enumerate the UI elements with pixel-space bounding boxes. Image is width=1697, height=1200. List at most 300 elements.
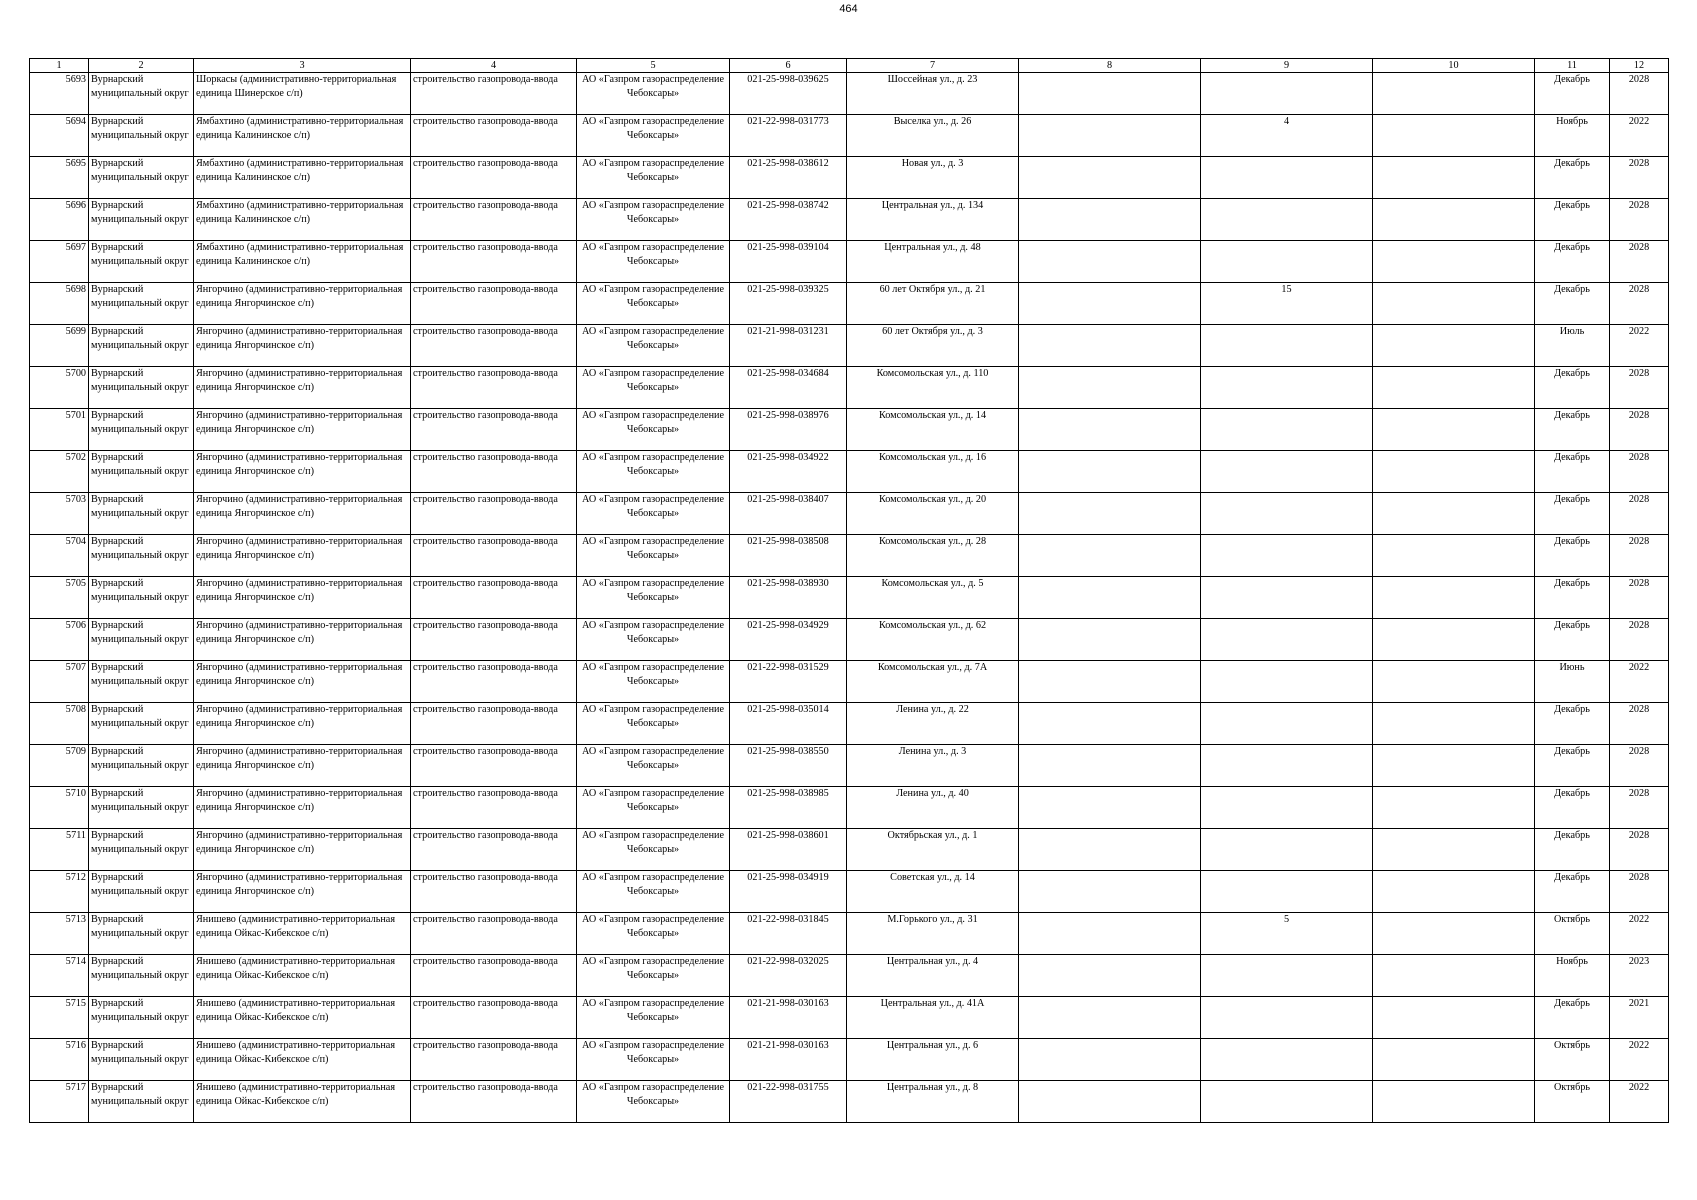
- locality-cell-text: Янгорчино (административно-территориальная единица Янгорчинское с/п): [196, 788, 403, 813]
- organization-cell: [577, 367, 730, 409]
- work-type-cell-text: строительство газопровода-ввода: [413, 998, 558, 1009]
- year-cell: [1610, 493, 1669, 535]
- address-cell: [847, 745, 1019, 787]
- locality-cell-text: Янгорчино (административно-территориальная единица Янгорчинское с/п): [196, 620, 403, 645]
- row-number-cell-text: 5697: [65, 242, 86, 253]
- registry-code-cell: [730, 619, 847, 661]
- column-10-cell: [1373, 955, 1535, 997]
- row-number-cell: [30, 661, 89, 703]
- column-8-cell: [1019, 829, 1201, 871]
- locality-cell-text: Янгорчино (административно-территориальная единица Янгорчинское с/п): [196, 872, 403, 897]
- district-cell: [89, 871, 194, 913]
- address-cell: [847, 157, 1019, 199]
- table-row: [30, 619, 1669, 661]
- registry-code-cell: [730, 787, 847, 829]
- registry-code-cell-text: 021-21-998-030163: [747, 1040, 829, 1051]
- month-cell: [1535, 577, 1610, 619]
- locality-cell: [194, 577, 411, 619]
- locality-cell: [194, 283, 411, 325]
- district-cell-text: Вурнарский муниципальный округ: [91, 242, 189, 267]
- locality-cell-text: Янишево (административно-территориальная единица Ойкас-Кибекское с/п): [196, 914, 396, 939]
- registry-code-cell-text: 021-22-998-031773: [747, 116, 829, 127]
- column-9-cell: [1201, 787, 1373, 829]
- row-number-cell-text: 5701: [65, 410, 86, 421]
- column-header: 3: [194, 59, 411, 73]
- column-8-cell: [1019, 913, 1201, 955]
- locality-cell: [194, 745, 411, 787]
- district-cell-text: Вурнарский муниципальный округ: [91, 830, 189, 855]
- work-type-cell: [411, 325, 577, 367]
- month-cell: [1535, 367, 1610, 409]
- address-cell: [847, 913, 1019, 955]
- registry-code-cell-text: 021-25-998-038976: [747, 410, 829, 421]
- row-number-cell-text: 5711: [66, 830, 86, 841]
- organization-cell: [577, 661, 730, 703]
- month-cell-text: Декабрь: [1554, 158, 1590, 169]
- registry-code-cell: [730, 241, 847, 283]
- district-cell: [89, 115, 194, 157]
- year-cell: [1610, 199, 1669, 241]
- column-header: 5: [577, 59, 730, 73]
- year-cell-text: 2022: [1628, 326, 1650, 337]
- organization-cell: [577, 73, 730, 115]
- column-9-cell-text: 5: [1283, 914, 1290, 925]
- row-number-cell: [30, 283, 89, 325]
- month-cell-text: Декабрь: [1554, 788, 1590, 799]
- year-cell-text: 2022: [1628, 914, 1650, 925]
- year-cell-text: 2028: [1628, 830, 1650, 841]
- column-header: 11: [1535, 59, 1610, 73]
- column-8-cell: [1019, 241, 1201, 283]
- year-cell-text: 2028: [1628, 578, 1650, 589]
- column-10-cell: [1373, 115, 1535, 157]
- work-type-cell-text: строительство газопровода-ввода: [413, 158, 558, 169]
- column-9-cell-text: 4: [1283, 116, 1290, 127]
- month-cell-text: Июнь: [1559, 662, 1585, 673]
- work-type-cell: [411, 283, 577, 325]
- address-cell: [847, 1081, 1019, 1123]
- locality-cell-text: Ямбахтино (административно-территориальная единица Калининское с/п): [196, 200, 404, 225]
- registry-code-cell: [730, 997, 847, 1039]
- table-row: [30, 409, 1669, 451]
- column-10-cell: [1373, 73, 1535, 115]
- row-number-cell-text: 5703: [65, 494, 86, 505]
- organization-cell-text: АО «Газпром газораспределение Чебоксары»: [581, 452, 725, 477]
- year-cell-text: 2022: [1628, 662, 1650, 673]
- work-type-cell-text: строительство газопровода-ввода: [413, 200, 558, 211]
- address-cell: [847, 829, 1019, 871]
- organization-cell: [577, 577, 730, 619]
- year-cell-text: 2028: [1628, 74, 1650, 85]
- work-type-cell: [411, 619, 577, 661]
- address-cell: [847, 535, 1019, 577]
- work-type-cell: [411, 913, 577, 955]
- month-cell: [1535, 745, 1610, 787]
- month-cell: [1535, 787, 1610, 829]
- column-9-cell: [1201, 199, 1373, 241]
- year-cell: [1610, 577, 1669, 619]
- row-number-cell-text: 5714: [65, 956, 86, 967]
- column-9-cell: [1201, 997, 1373, 1039]
- column-8-cell: [1019, 283, 1201, 325]
- column-10-cell: [1373, 1039, 1535, 1081]
- registry-code-cell-text: 021-25-998-039104: [747, 242, 829, 253]
- column-10-cell: [1373, 745, 1535, 787]
- registry-code-cell-text: 021-25-998-039325: [747, 284, 829, 295]
- organization-cell-text: АО «Газпром газораспределение Чебоксары»: [581, 662, 725, 687]
- column-header: 1: [30, 59, 89, 73]
- work-type-cell: [411, 703, 577, 745]
- row-number-cell: [30, 1039, 89, 1081]
- work-type-cell-text: строительство газопровода-ввода: [413, 746, 558, 757]
- work-type-cell: [411, 577, 577, 619]
- column-9-cell: [1201, 157, 1373, 199]
- table-row: [30, 997, 1669, 1039]
- table-row: [30, 199, 1669, 241]
- month-cell-text: Декабрь: [1554, 536, 1590, 547]
- month-cell: [1535, 493, 1610, 535]
- organization-cell-text: АО «Газпром газораспределение Чебоксары»: [581, 116, 725, 141]
- year-cell-text: 2028: [1628, 536, 1650, 547]
- address-cell-text: М.Горького ул., д. 31: [887, 914, 978, 925]
- work-type-cell-text: строительство газопровода-ввода: [413, 1040, 558, 1051]
- locality-cell: [194, 871, 411, 913]
- month-cell: [1535, 661, 1610, 703]
- row-number-cell-text: 5694: [65, 116, 86, 127]
- year-cell-text: 2028: [1628, 788, 1650, 799]
- registry-code-cell: [730, 325, 847, 367]
- work-type-cell-text: строительство газопровода-ввода: [413, 872, 558, 883]
- column-10-cell: [1373, 451, 1535, 493]
- column-header: 2: [89, 59, 194, 73]
- table-row: [30, 661, 1669, 703]
- work-type-cell: [411, 367, 577, 409]
- column-9-cell: [1201, 493, 1373, 535]
- column-10-cell: [1373, 787, 1535, 829]
- work-type-cell-text: строительство газопровода-ввода: [413, 578, 558, 589]
- registry-code-cell-text: 021-25-998-038930: [747, 578, 829, 589]
- district-cell-text: Вурнарский муниципальный округ: [91, 914, 189, 939]
- column-10-cell: [1373, 283, 1535, 325]
- district-cell: [89, 955, 194, 997]
- address-cell: [847, 871, 1019, 913]
- address-cell-text: Ленина ул., д. 22: [896, 704, 969, 715]
- column-header: 6: [730, 59, 847, 73]
- registry-code-cell-text: 021-21-998-030163: [747, 998, 829, 1009]
- locality-cell: [194, 1081, 411, 1123]
- year-cell: [1610, 913, 1669, 955]
- registry-code-cell-text: 021-22-998-031755: [747, 1082, 829, 1093]
- row-number-cell-text: 5716: [65, 1040, 86, 1051]
- column-8-cell: [1019, 619, 1201, 661]
- locality-cell: [194, 829, 411, 871]
- month-cell: [1535, 1081, 1610, 1123]
- address-cell-text: Выселка ул., д. 26: [893, 116, 972, 127]
- row-number-cell: [30, 115, 89, 157]
- month-cell-text: Декабрь: [1554, 704, 1590, 715]
- organization-cell-text: АО «Газпром газораспределение Чебоксары»: [581, 830, 725, 855]
- column-9-cell: [1201, 577, 1373, 619]
- organization-cell-text: АО «Газпром газораспределение Чебоксары»: [581, 368, 725, 393]
- row-number-cell: [30, 325, 89, 367]
- table-body: [30, 73, 1669, 1123]
- locality-cell-text: Янгорчино (административно-территориальная единица Янгорчинское с/п): [196, 830, 403, 855]
- organization-cell-text: АО «Газпром газораспределение Чебоксары»: [581, 494, 725, 519]
- column-9-cell: [1201, 241, 1373, 283]
- year-cell-text: 2028: [1628, 368, 1650, 379]
- registry-code-cell-text: 021-25-998-038985: [747, 788, 829, 799]
- registry-code-cell: [730, 283, 847, 325]
- work-type-cell: [411, 535, 577, 577]
- district-cell: [89, 1039, 194, 1081]
- work-type-cell: [411, 493, 577, 535]
- work-type-cell: [411, 661, 577, 703]
- column-8-cell: [1019, 997, 1201, 1039]
- work-type-cell-text: строительство газопровода-ввода: [413, 1082, 558, 1093]
- locality-cell: [194, 409, 411, 451]
- table-row: [30, 1081, 1669, 1123]
- column-10-cell: [1373, 199, 1535, 241]
- table-row: [30, 325, 1669, 367]
- district-cell-text: Вурнарский муниципальный округ: [91, 284, 189, 309]
- month-cell: [1535, 703, 1610, 745]
- registry-code-cell: [730, 199, 847, 241]
- table-row: [30, 577, 1669, 619]
- registry-code-cell-text: 021-25-998-035014: [747, 704, 829, 715]
- year-cell: [1610, 661, 1669, 703]
- column-9-cell: [1201, 913, 1373, 955]
- column-8-cell: [1019, 1081, 1201, 1123]
- column-10-cell: [1373, 409, 1535, 451]
- work-type-cell-text: строительство газопровода-ввода: [413, 704, 558, 715]
- organization-cell: [577, 745, 730, 787]
- table-row: [30, 493, 1669, 535]
- column-8-cell: [1019, 493, 1201, 535]
- registry-code-cell-text: 021-25-998-038550: [747, 746, 829, 757]
- registry-code-cell: [730, 703, 847, 745]
- month-cell-text: Ноябрь: [1556, 956, 1588, 967]
- month-cell: [1535, 451, 1610, 493]
- row-number-cell-text: 5715: [65, 998, 86, 1009]
- registry-code-cell: [730, 157, 847, 199]
- registry-code-cell: [730, 577, 847, 619]
- year-cell: [1610, 997, 1669, 1039]
- month-cell: [1535, 535, 1610, 577]
- year-cell-text: 2022: [1628, 1040, 1650, 1051]
- column-8-cell: [1019, 661, 1201, 703]
- address-cell-text: Центральная ул., д. 4: [886, 956, 979, 967]
- column-header: 8: [1019, 59, 1201, 73]
- district-cell: [89, 157, 194, 199]
- locality-cell: [194, 1039, 411, 1081]
- work-type-cell-text: строительство газопровода-ввода: [413, 956, 558, 967]
- address-cell: [847, 115, 1019, 157]
- month-cell-text: Октябрь: [1553, 914, 1591, 925]
- address-cell-text: 60 лет Октября ул., д. 3: [882, 326, 983, 337]
- column-9-cell: [1201, 745, 1373, 787]
- address-cell: [847, 955, 1019, 997]
- organization-cell: [577, 1039, 730, 1081]
- month-cell: [1535, 619, 1610, 661]
- address-cell: [847, 493, 1019, 535]
- column-10-cell: [1373, 241, 1535, 283]
- district-cell-text: Вурнарский муниципальный округ: [91, 494, 189, 519]
- month-cell-text: Декабрь: [1554, 200, 1590, 211]
- district-cell-text: Вурнарский муниципальный округ: [91, 1040, 189, 1065]
- row-number-cell: [30, 367, 89, 409]
- month-cell-text: Декабрь: [1554, 746, 1590, 757]
- year-cell-text: 2028: [1628, 872, 1650, 883]
- row-number-cell-text: 5717: [65, 1082, 86, 1093]
- column-10-cell: [1373, 829, 1535, 871]
- district-cell: [89, 73, 194, 115]
- table-row: [30, 871, 1669, 913]
- organization-cell: [577, 997, 730, 1039]
- table-row: [30, 787, 1669, 829]
- district-cell: [89, 241, 194, 283]
- register-table: [29, 58, 1669, 1123]
- row-number-cell-text: 5695: [65, 158, 86, 169]
- organization-cell: [577, 913, 730, 955]
- table-row: [30, 451, 1669, 493]
- organization-cell: [577, 619, 730, 661]
- year-cell-text: 2028: [1628, 452, 1650, 463]
- organization-cell-text: АО «Газпром газораспределение Чебоксары»: [581, 872, 725, 897]
- month-cell: [1535, 955, 1610, 997]
- row-number-cell: [30, 619, 89, 661]
- column-10-cell: [1373, 157, 1535, 199]
- month-cell-text: Декабрь: [1554, 494, 1590, 505]
- locality-cell: [194, 115, 411, 157]
- table-row: [30, 157, 1669, 199]
- registry-code-cell: [730, 745, 847, 787]
- locality-cell-text: Янгорчино (административно-территориальная единица Янгорчинское с/п): [196, 284, 403, 309]
- column-header: 12: [1610, 59, 1669, 73]
- month-cell-text: Декабрь: [1554, 284, 1590, 295]
- row-number-cell-text: 5713: [65, 914, 86, 925]
- row-number-cell-text: 5700: [65, 368, 86, 379]
- district-cell: [89, 283, 194, 325]
- address-cell-text: 60 лет Октября ул., д. 21: [879, 284, 986, 295]
- row-number-cell-text: 5693: [65, 74, 86, 85]
- address-cell-text: Шоссейная ул., д. 23: [887, 74, 978, 85]
- month-cell-text: Декабрь: [1554, 998, 1590, 1009]
- month-cell: [1535, 409, 1610, 451]
- organization-cell: [577, 703, 730, 745]
- month-cell-text: Декабрь: [1554, 242, 1590, 253]
- work-type-cell: [411, 199, 577, 241]
- district-cell-text: Вурнарский муниципальный округ: [91, 326, 189, 351]
- column-number-row: [30, 59, 1669, 73]
- column-header: 7: [847, 59, 1019, 73]
- organization-cell: [577, 241, 730, 283]
- table-row: [30, 1039, 1669, 1081]
- column-10-cell: [1373, 367, 1535, 409]
- work-type-cell-text: строительство газопровода-ввода: [413, 284, 558, 295]
- work-type-cell: [411, 73, 577, 115]
- registry-code-cell: [730, 451, 847, 493]
- year-cell-text: 2028: [1628, 284, 1650, 295]
- registry-code-cell: [730, 661, 847, 703]
- registry-code-cell: [730, 871, 847, 913]
- organization-cell-text: АО «Газпром газораспределение Чебоксары»: [581, 158, 725, 183]
- registry-code-cell-text: 021-25-998-038742: [747, 200, 829, 211]
- work-type-cell-text: строительство газопровода-ввода: [413, 914, 558, 925]
- locality-cell: [194, 199, 411, 241]
- row-number-cell: [30, 199, 89, 241]
- organization-cell-text: АО «Газпром газораспределение Чебоксары»: [581, 74, 725, 99]
- column-9-cell: [1201, 829, 1373, 871]
- column-8-cell: [1019, 955, 1201, 997]
- address-cell: [847, 283, 1019, 325]
- work-type-cell: [411, 1081, 577, 1123]
- address-cell-text: Центральная ул., д. 41А: [880, 998, 985, 1009]
- locality-cell-text: Шоркасы (административно-территориальная единица Шинерское с/п): [196, 74, 397, 99]
- district-cell: [89, 451, 194, 493]
- month-cell-text: Октябрь: [1553, 1082, 1591, 1093]
- row-number-cell-text: 5704: [65, 536, 86, 547]
- district-cell: [89, 325, 194, 367]
- row-number-cell: [30, 535, 89, 577]
- district-cell: [89, 367, 194, 409]
- locality-cell: [194, 325, 411, 367]
- address-cell: [847, 997, 1019, 1039]
- district-cell-text: Вурнарский муниципальный округ: [91, 452, 189, 477]
- locality-cell: [194, 367, 411, 409]
- address-cell: [847, 199, 1019, 241]
- organization-cell-text: АО «Газпром газораспределение Чебоксары»: [581, 746, 725, 771]
- district-cell: [89, 829, 194, 871]
- year-cell: [1610, 703, 1669, 745]
- column-9-cell: [1201, 325, 1373, 367]
- row-number-cell: [30, 745, 89, 787]
- year-cell: [1610, 535, 1669, 577]
- registry-code-cell-text: 021-22-998-031845: [747, 914, 829, 925]
- locality-cell-text: Янишево (административно-территориальная единица Ойкас-Кибекское с/п): [196, 998, 396, 1023]
- district-cell: [89, 1081, 194, 1123]
- district-cell-text: Вурнарский муниципальный округ: [91, 746, 189, 771]
- registry-code-cell-text: 021-25-998-034684: [747, 368, 829, 379]
- month-cell: [1535, 1039, 1610, 1081]
- address-cell: [847, 661, 1019, 703]
- row-number-cell-text: 5696: [65, 200, 86, 211]
- organization-cell: [577, 955, 730, 997]
- district-cell: [89, 577, 194, 619]
- organization-cell: [577, 1081, 730, 1123]
- address-cell: [847, 367, 1019, 409]
- locality-cell: [194, 619, 411, 661]
- work-type-cell-text: строительство газопровода-ввода: [413, 494, 558, 505]
- work-type-cell-text: строительство газопровода-ввода: [413, 452, 558, 463]
- organization-cell: [577, 871, 730, 913]
- locality-cell-text: Янгорчино (административно-территориальная единица Янгорчинское с/п): [196, 746, 403, 771]
- district-cell: [89, 535, 194, 577]
- district-cell-text: Вурнарский муниципальный округ: [91, 956, 189, 981]
- district-cell: [89, 913, 194, 955]
- organization-cell-text: АО «Газпром газораспределение Чебоксары»: [581, 242, 725, 267]
- organization-cell: [577, 787, 730, 829]
- month-cell-text: Декабрь: [1554, 830, 1590, 841]
- address-cell-text: Центральная ул., д. 48: [884, 242, 981, 253]
- month-cell-text: Декабрь: [1554, 452, 1590, 463]
- year-cell: [1610, 1039, 1669, 1081]
- month-cell: [1535, 997, 1610, 1039]
- registry-code-cell: [730, 913, 847, 955]
- month-cell: [1535, 73, 1610, 115]
- district-cell-text: Вурнарский муниципальный округ: [91, 788, 189, 813]
- row-number-cell: [30, 493, 89, 535]
- organization-cell-text: АО «Газпром газораспределение Чебоксары»: [581, 284, 725, 309]
